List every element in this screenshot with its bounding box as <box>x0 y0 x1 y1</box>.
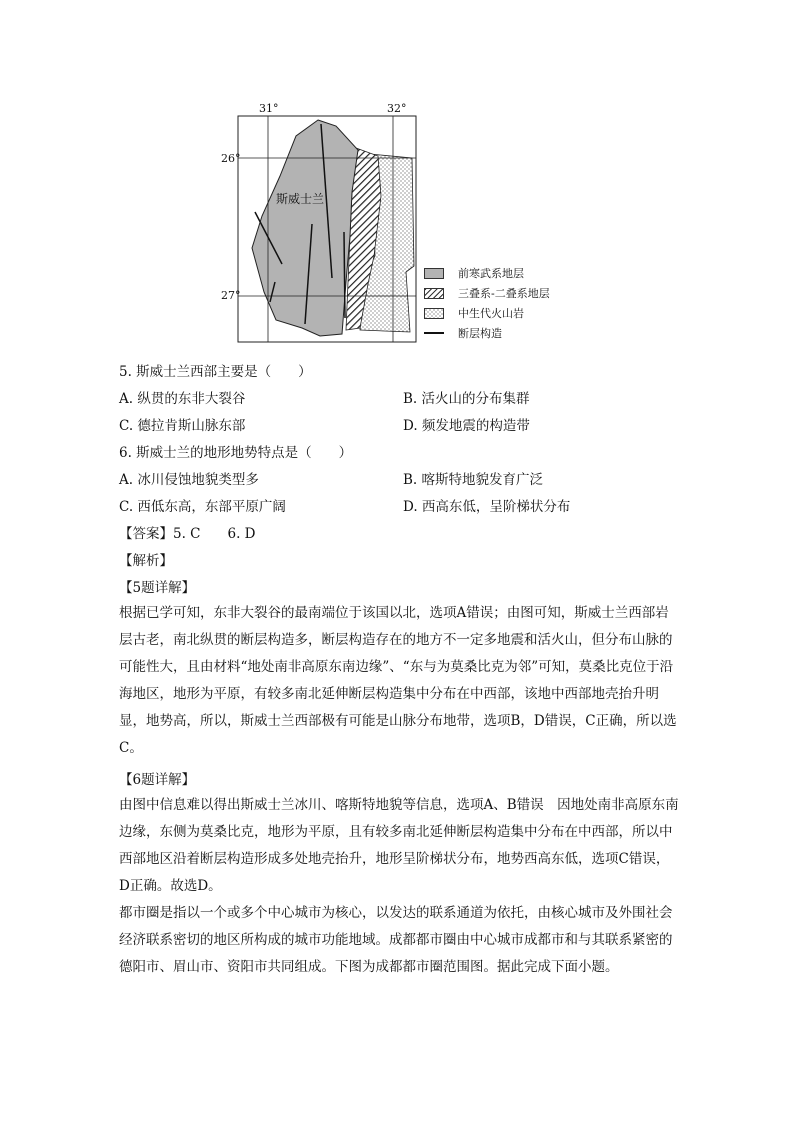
q6-detail-heading: 【6题详解】 <box>119 772 196 788</box>
q6-option-a: A. 冰川侵蚀地貌类型多 <box>119 472 259 488</box>
question-5-stem: 5. 斯威士兰西部主要是（ ） <box>119 364 312 380</box>
lat-label-26: 26° <box>221 152 241 165</box>
intro-paragraph: 都市圈是指以一个或多个中心城市为核心，以发达的联系通道为依托，由核心城市及外围社会经济联系密切的地区所构成的城市功能地域。成都都市圈由中心城市成都市和与其联系紧密的德阳市、眉山市、资阳市共同组成。下图为成都都市圈范围图。据此完成下面小题。 <box>119 905 673 975</box>
fault-line <box>344 232 345 318</box>
q5-option-c: C. 德拉肯斯山脉东部 <box>119 418 246 434</box>
q5-option-d: D. 频发地震的构造带 <box>403 418 530 434</box>
analysis-heading: 【解析】 <box>119 553 173 569</box>
hatched-swatch-icon <box>424 288 444 299</box>
q6-option-c: C. 西低东高，东部平原广阔 <box>119 499 286 515</box>
map-legend <box>424 263 550 343</box>
q6-detail-paragraph: 由图中信息难以得出斯威士兰冰川、喀斯特地貌等信息，选项A、B错误 因地处南非高原东南边缘，东侧为莫桑比克，地形为平原，且有较多南北延伸断层构造集中分布在中西部，所以中西部地区沿着断层构造形成多处地壳抬升，地形呈阶梯状分布，地势西高东低，选项C错误，D正确。故选D。 <box>119 797 679 894</box>
q6-option-b: B. 喀斯特地貌发育广泛 <box>403 472 544 488</box>
q5-option-b: B. 活火山的分布集群 <box>403 391 530 407</box>
legend-item-precambrian <box>424 263 550 283</box>
legend-item-volcanic <box>424 303 550 323</box>
country-label: 斯威士兰 <box>276 192 325 206</box>
lat-label-27: 27° <box>221 289 241 302</box>
legend-item-fault <box>424 323 550 343</box>
legend-label: 前寒武系地层 <box>458 267 524 280</box>
answer-line: 【答案】5. C 6. D <box>119 526 256 542</box>
legend-label: 中生代火山岩 <box>458 307 524 320</box>
lon-label-32: 32° <box>387 102 407 115</box>
q5-detail-paragraph: 根据已学可知，东非大裂谷的最南端位于该国以北，选项A错误；由图可知，斯威士兰西部岩层古老，南北纵贯的断层构造多，断层构造存在的地方不一定多地震和活火山，但分布山脉的可能性大，且由材料“地处南非高原东南边缘”、“东与为莫桑比克为邻”可知，莫桑比克位于沿海地区，地形为平原，有较多南北延伸断层构造集中分布在中西部，该地中西部地壳抬升明显，地势高，所以，斯威士兰西部极有可能是山脉分布地带，选项B，D错误，C正确，所以选C。 <box>119 605 677 756</box>
q5-detail-heading: 【5题详解】 <box>119 580 196 596</box>
q5-option-a: A. 纵贯的东非大裂谷 <box>119 391 246 407</box>
legend-label: 三叠系-二叠系地层 <box>458 287 550 300</box>
legend-label: 断层构造 <box>458 327 502 340</box>
legend-item-triassic <box>424 283 550 303</box>
q6-option-d: D. 西高东低，呈阶梯状分布 <box>403 499 571 515</box>
lon-label-31: 31° <box>259 102 279 115</box>
line-swatch-icon <box>424 332 444 334</box>
dotted-swatch-icon <box>424 308 444 319</box>
gray-fill-swatch-icon <box>424 268 444 279</box>
question-6-stem: 6. 斯威士兰的地形地势特点是（ ） <box>119 445 353 461</box>
